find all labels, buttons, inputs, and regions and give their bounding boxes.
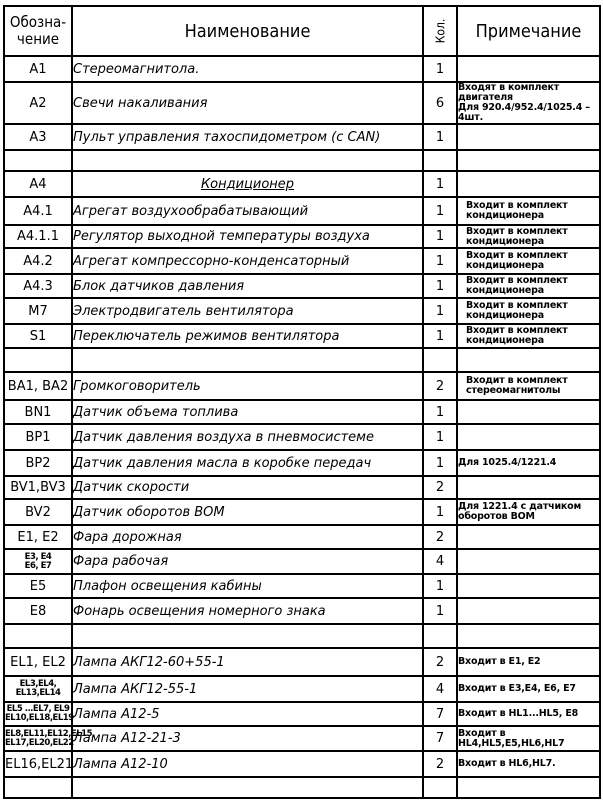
cell-designation <box>4 777 72 798</box>
table-row <box>4 702 600 726</box>
table-row <box>4 171 600 197</box>
cell-designation: EL1, EL2 <box>4 648 72 676</box>
header-qty-label: Кол. <box>432 18 447 44</box>
cell-note <box>457 124 600 150</box>
cell-qty: 2 <box>423 372 457 400</box>
cell-note <box>457 476 600 499</box>
cell-name: Пульт управления тахоспидометром (с CAN) <box>72 124 423 150</box>
cell-qty: 7 <box>423 702 457 726</box>
cell-note: Входит в комплект кондиционера <box>457 274 600 298</box>
table-row <box>4 549 600 574</box>
table-row <box>4 476 600 499</box>
header-designation: Обозна- чение <box>4 6 72 56</box>
cell-name: Датчик оборотов ВОМ <box>72 499 423 525</box>
table-row <box>4 324 600 348</box>
cell-name-text: Кондиционер <box>200 176 295 192</box>
cell-note: Входит в комплект кондиционера <box>457 324 600 348</box>
cell-name: Регулятор выходной температуры воздуха <box>72 225 423 248</box>
cell-note: Входит в HL6,HL7. <box>457 751 600 777</box>
cell-name: Агрегат компрессорно-конденсаторный <box>72 248 423 274</box>
cell-note: Входит в HL4,HL5,E5,HL6,HL7 <box>457 726 600 751</box>
cell-note <box>457 348 600 372</box>
cell-name: Фара рабочая <box>72 549 423 574</box>
cell-qty: 2 <box>423 648 457 676</box>
cell-name: Электродвигатель вентилятора <box>72 298 423 324</box>
cell-name: Датчик скорости <box>72 476 423 499</box>
table-row <box>4 124 600 150</box>
header-qty <box>423 6 457 56</box>
cell-designation: BV1,BV3 <box>4 476 72 499</box>
cell-note: Входит в комплект кондиционера <box>457 248 600 274</box>
cell-name <box>72 777 423 798</box>
cell-name <box>72 348 423 372</box>
table-row <box>4 298 600 324</box>
cell-designation: E8 <box>4 598 72 624</box>
cell-name <box>72 171 423 197</box>
cell-qty: 2 <box>423 476 457 499</box>
cell-qty: 1 <box>423 298 457 324</box>
cell-note <box>457 549 600 574</box>
table-row <box>4 197 600 225</box>
cell-name: Плафон освещения кабины <box>72 574 423 598</box>
table-row <box>4 274 600 298</box>
cell-name: Агрегат воздухообрабатывающий <box>72 197 423 225</box>
cell-name: Датчик давления воздуха в пневмосистеме <box>72 424 423 450</box>
cell-name: Переключатель режимов вентилятора <box>72 324 423 348</box>
table-row <box>4 225 600 248</box>
cell-designation: BP2 <box>4 450 72 476</box>
cell-designation: A4 <box>4 171 72 197</box>
cell-qty: 4 <box>423 676 457 702</box>
cell-qty: 4 <box>423 549 457 574</box>
table-row <box>4 82 600 124</box>
cell-designation: A4.1 <box>4 197 72 225</box>
header-name: Наименование <box>72 6 423 56</box>
cell-qty <box>423 348 457 372</box>
cell-qty: 2 <box>423 525 457 549</box>
cell-note <box>457 150 600 171</box>
cell-name: Стереомагнитола. <box>72 56 423 82</box>
cell-designation: EL5 ...EL7, EL9 EL10,EL18,EL19 <box>4 702 72 726</box>
cell-qty: 1 <box>423 225 457 248</box>
cell-note: Входит в E1, E2 <box>457 648 600 676</box>
table-row <box>4 574 600 598</box>
cell-designation: A4.1.1 <box>4 225 72 248</box>
cell-designation: A1 <box>4 56 72 82</box>
cell-designation: BP1 <box>4 424 72 450</box>
cell-note <box>457 171 600 197</box>
cell-designation: BN1 <box>4 400 72 424</box>
cell-name: Лампа АКГ12-55-1 <box>72 676 423 702</box>
header-note: Примечание <box>457 6 600 56</box>
cell-note: Входит в комплект кондиционера <box>457 225 600 248</box>
cell-name: Лампа А12-10 <box>72 751 423 777</box>
cell-qty <box>423 624 457 648</box>
cell-note <box>457 400 600 424</box>
table-row <box>4 248 600 274</box>
cell-note: Входит в E3,E4, E6, E7 <box>457 676 600 702</box>
cell-qty: 1 <box>423 248 457 274</box>
components-table <box>3 5 601 799</box>
table-row <box>4 499 600 525</box>
table-row <box>4 676 600 702</box>
table-body <box>4 56 600 798</box>
cell-qty: 7 <box>423 726 457 751</box>
cell-designation: A4.3 <box>4 274 72 298</box>
table-row <box>4 56 600 82</box>
cell-designation: M7 <box>4 298 72 324</box>
cell-note <box>457 424 600 450</box>
cell-designation <box>4 348 72 372</box>
cell-qty: 1 <box>423 574 457 598</box>
cell-designation: BA1, BA2 <box>4 372 72 400</box>
table-row <box>4 598 600 624</box>
cell-name: Датчик давления масла в коробке передач <box>72 450 423 476</box>
cell-designation: A3 <box>4 124 72 150</box>
cell-qty <box>423 150 457 171</box>
cell-qty: 1 <box>423 197 457 225</box>
cell-designation: EL8,EL11,EL12,EL15, EL17,EL20,EL22 <box>4 726 72 751</box>
table-header <box>4 6 600 56</box>
cell-name <box>72 150 423 171</box>
cell-name: Свечи накаливания <box>72 82 423 124</box>
cell-note: Для 1025.4/1221.4 <box>457 450 600 476</box>
cell-qty: 1 <box>423 499 457 525</box>
cell-note <box>457 624 600 648</box>
cell-name: Громкоговоритель <box>72 372 423 400</box>
cell-note <box>457 598 600 624</box>
cell-designation: S1 <box>4 324 72 348</box>
cell-designation: E1, E2 <box>4 525 72 549</box>
cell-qty: 1 <box>423 124 457 150</box>
cell-designation <box>4 624 72 648</box>
cell-designation: E3, E4 E6, E7 <box>4 549 72 574</box>
cell-designation: A2 <box>4 82 72 124</box>
table-row <box>4 400 600 424</box>
table-row <box>4 372 600 400</box>
cell-qty: 1 <box>423 450 457 476</box>
cell-name: Фонарь освещения номерного знака <box>72 598 423 624</box>
cell-designation <box>4 150 72 171</box>
cell-designation: EL3,EL4, EL13,EL14 <box>4 676 72 702</box>
table-row <box>4 624 600 648</box>
cell-qty: 1 <box>423 598 457 624</box>
cell-qty: 1 <box>423 424 457 450</box>
cell-qty <box>423 777 457 798</box>
cell-note: Для 1221.4 с датчиком оборотов ВОМ <box>457 499 600 525</box>
table-row <box>4 450 600 476</box>
cell-note: Входит в HL1...HL5, E8 <box>457 702 600 726</box>
cell-designation: E5 <box>4 574 72 598</box>
cell-note <box>457 56 600 82</box>
cell-qty: 1 <box>423 171 457 197</box>
table-row <box>4 348 600 372</box>
cell-qty: 1 <box>423 56 457 82</box>
cell-qty: 1 <box>423 274 457 298</box>
cell-note: Входит в комплект кондиционера <box>457 298 600 324</box>
cell-note <box>457 777 600 798</box>
cell-note: Входят в комплект двигателя Для 920.4/952.4/1025.4 –4шт. <box>457 82 600 124</box>
table-row <box>4 648 600 676</box>
cell-name: Лампа А12-21-3 <box>72 726 423 751</box>
table-row <box>4 150 600 171</box>
cell-name: Лампа А12-5 <box>72 702 423 726</box>
cell-designation: BV2 <box>4 499 72 525</box>
cell-note <box>457 525 600 549</box>
cell-qty: 1 <box>423 400 457 424</box>
cell-name: Датчик объема топлива <box>72 400 423 424</box>
cell-qty: 2 <box>423 751 457 777</box>
cell-designation: EL16,EL21 <box>4 751 72 777</box>
cell-qty: 1 <box>423 324 457 348</box>
cell-note: Входит в комплект стереомагнитолы <box>457 372 600 400</box>
cell-designation: A4.2 <box>4 248 72 274</box>
table-row <box>4 751 600 777</box>
cell-name <box>72 624 423 648</box>
table-row <box>4 726 600 751</box>
table-row <box>4 424 600 450</box>
cell-note: Входит в комплект кондиционера <box>457 197 600 225</box>
cell-name: Лампа АКГ12-60+55-1 <box>72 648 423 676</box>
cell-note <box>457 574 600 598</box>
cell-qty: 6 <box>423 82 457 124</box>
cell-name: Блок датчиков давления <box>72 274 423 298</box>
table-row <box>4 525 600 549</box>
cell-name: Фара дорожная <box>72 525 423 549</box>
table-row <box>4 777 600 798</box>
